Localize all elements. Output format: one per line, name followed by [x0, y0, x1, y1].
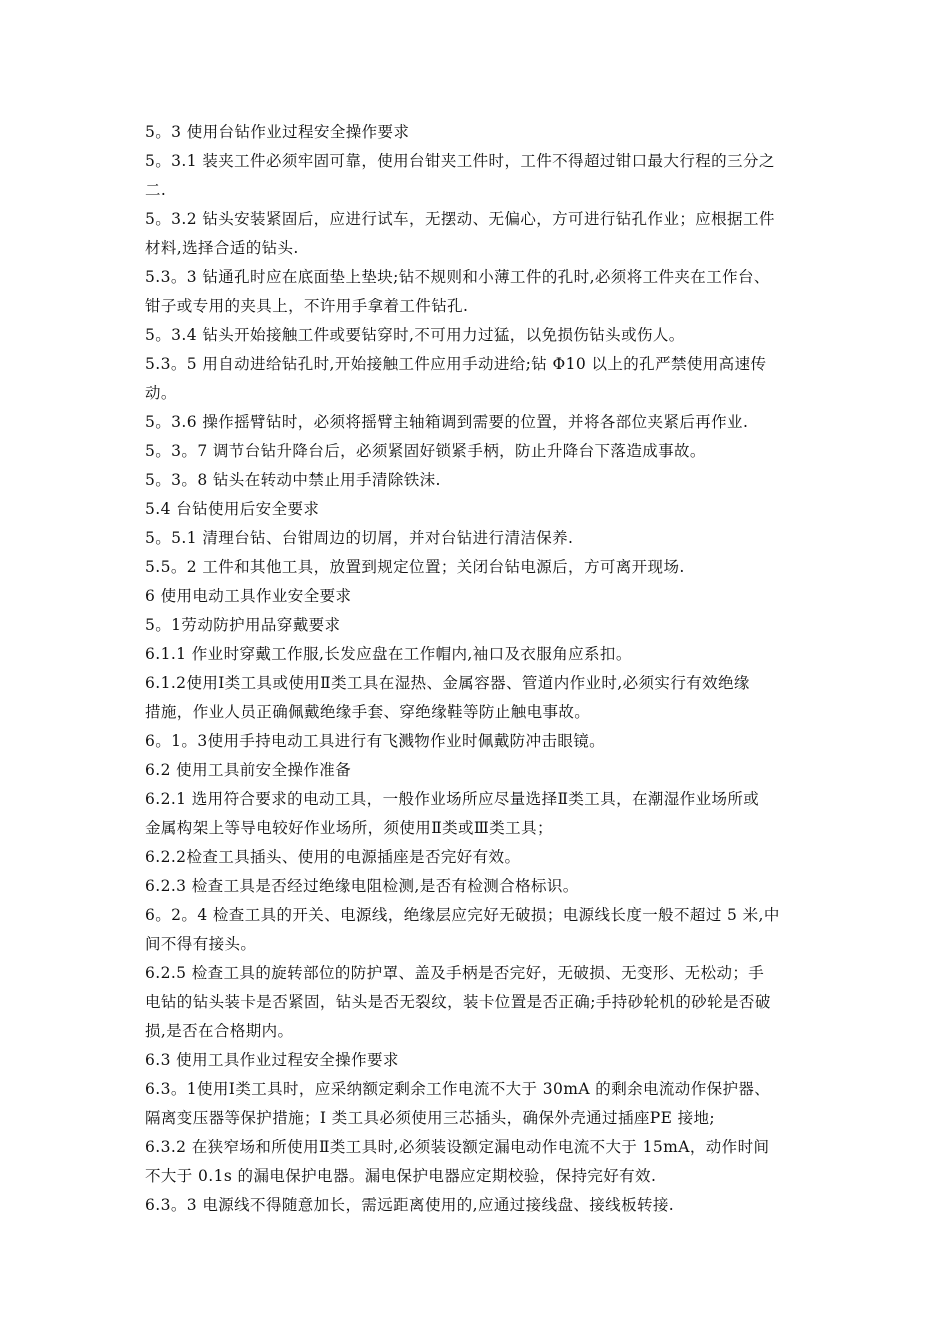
text-line: 6.2.1 选用符合要求的电动工具，一般作业场所应尽量选择Ⅱ类工具，在潮湿作业场所或 [145, 790, 760, 808]
text-line: 隔离变压器等保护措施；Ⅰ 类工具必须使用三芯插头，确保外壳通过插座PE 接地; [145, 1109, 716, 1127]
text-line: 二. [145, 181, 167, 199]
section-heading: 5。3 使用台钻作业过程安全操作要求 [145, 123, 410, 141]
text-line: 6.3。1使用Ⅰ类工具时，应采纳额定剩余工作电流不大于 30mA 的剩余电流动作保护器、 [145, 1080, 771, 1098]
text-line: 6.2.2检查工具插头、使用的电源插座是否完好有效。 [145, 848, 521, 866]
text-line: 6。1。3使用手持电动工具进行有飞溅物作业时佩戴防冲击眼镜。 [145, 732, 606, 750]
text-line: 金属构架上等导电较好作业场所，须使用Ⅱ类或Ⅲ类工具； [145, 819, 553, 837]
section-heading: 5.4 台钻使用后安全要求 [145, 500, 320, 518]
text-line: 5。3.4 钻头开始接触工件或要钻穿时,不可用力过猛，以免损伤钻头或伤人。 [145, 326, 685, 344]
text-line: 6.2.3 检查工具是否经过绝缘电阻检测,是否有检测合格标识。 [145, 877, 579, 895]
text-line: 间不得有接头。 [145, 935, 257, 953]
text-line: 6.1.2使用Ⅰ类工具或使用Ⅱ类工具在湿热、金属容器、管道内作业时,必须实行有效绝缘 [145, 674, 750, 692]
text-line: 5。3。8 钻头在转动中禁止用手清除铁沫. [145, 471, 441, 489]
text-line: 钳子或专用的夹具上，不许用手拿着工件钻孔. [145, 297, 469, 315]
text-line: 6.3.2 在狭窄场和所使用Ⅱ类工具时,必须装设额定漏电动作电流不大于 15mA，动作时间 [145, 1138, 770, 1156]
text-line: 5。3。7 调节台钻升降台后，必须紧固好锁紧手柄，防止升降台下落造成事故。 [145, 442, 706, 460]
text-line: 6.1.1 作业时穿戴工作服,长发应盘在工作帽内,袖口及衣服角应系扣。 [145, 645, 632, 663]
text-line: 5.3。5 用自动进给钻孔时,开始接触工件应用手动进给;钻 Φ10 以上的孔严禁使用高速传 [145, 355, 767, 373]
text-line: 电钻的钻头装卡是否紧固，钻头是否无裂纹，装卡位置是否正确;手持砂轮机的砂轮是否破 [145, 993, 771, 1011]
text-line: 6.2.5 检查工具的旋转部位的防护罩、盖及手柄是否完好，无破损、无变形、无松动；手 [145, 964, 765, 982]
text-line: 措施，作业人员正确佩戴绝缘手套、穿绝缘鞋等防止触电事故。 [145, 703, 591, 721]
text-line: 不大于 0.1s 的漏电保护电器。漏电保护电器应定期校验，保持完好有效. [145, 1167, 657, 1185]
text-line: 5.5。2 工件和其他工具，放置到规定位置；关闭台钻电源后，方可离开现场. [145, 558, 685, 576]
text-line: 5。5.1 清理台钻、台钳周边的切屑，并对台钻进行清洁保养. [145, 529, 574, 547]
text-line: 5。3.6 操作摇臂钻时，必须将摇臂主轴箱调到需要的位置，并将各部位夹紧后再作业. [145, 413, 749, 431]
section-heading: 6 使用电动工具作业安全要求 [145, 587, 352, 605]
text-line: 6.3。3 电源线不得随意加长，需远距离使用的,应通过接线盘、接线板转接. [145, 1196, 675, 1214]
text-line: 动。 [145, 384, 177, 402]
document-body [145, 118, 813, 1220]
section-heading: 6.3 使用工具作业过程安全操作要求 [145, 1051, 399, 1069]
section-heading: 6.2 使用工具前安全操作准备 [145, 761, 352, 779]
text-line: 材料,选择合适的钻头. [145, 239, 299, 257]
text-line: 5.3。3 钻通孔时应在底面垫上垫块;钻不规则和小薄工件的孔时,必须将工件夹在工作台、 [145, 268, 770, 286]
text-line: 5。3.1 装夹工件必须牢固可靠，使用台钳夹工件时，工件不得超过钳口最大行程的三分之 [145, 152, 775, 170]
text-line: 损,是否在合格期内。 [145, 1022, 294, 1040]
text-line: 6。2。4 检查工具的开关、电源线，绝缘层应完好无破损；电源线长度一般不超过 5 米,中 [145, 906, 780, 924]
text-line: 5。3.2 钻头安装紧固后，应进行试车，无摆动、无偏心，方可进行钻孔作业；应根据工件 [145, 210, 775, 228]
section-heading: 5。1劳动防护用品穿戴要求 [145, 616, 341, 634]
